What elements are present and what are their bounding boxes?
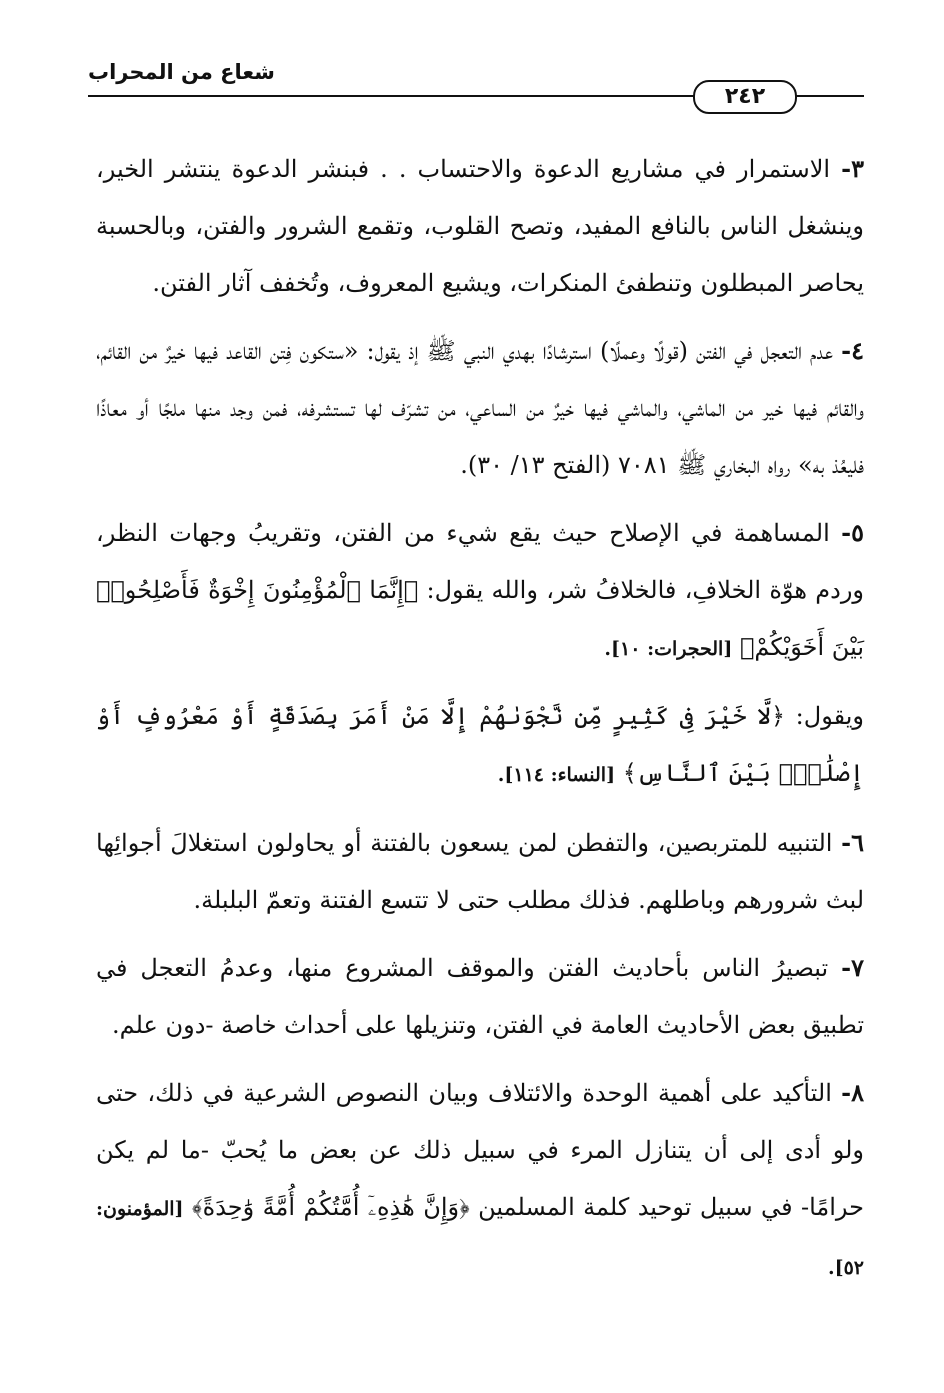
paragraph-text: التنبيه للمتربصين، والتفطن لمن يسعون بالفتنة أو يحاولون استغلالَ أجوائِها لبث شرورهم وباطلهم. فذلك مطلب حتى لا تتسع الفتنة وتعمّ البلبلة. xyxy=(96,829,864,914)
paragraph-4 xyxy=(96,322,864,494)
paragraph-5-continued xyxy=(96,688,864,804)
item-number: ٧- xyxy=(841,953,864,982)
item-number: ٣- xyxy=(841,154,864,183)
paragraph-lead: ويقول: xyxy=(795,702,865,730)
paragraph-8 xyxy=(96,1064,864,1297)
paragraph-3 xyxy=(96,140,864,312)
paragraph-text: تبصيرُ الناس بأحاديث الفتن والموقف المشروع منها، وعدمُ التعجل في تطبيق بعض الأحاديث العامة في الفتن، وتنزيلها على أحداث خاصة -دون علم. xyxy=(96,954,864,1039)
verse-reference: [المؤمنون: ٥٢]. xyxy=(96,1198,864,1279)
page-number: ٢٤٢ xyxy=(693,80,797,114)
item-number: ٤- xyxy=(841,336,864,365)
paragraph-text: عدم التعجل في الفتن (قولًا وعملًا) استرشادًا بهدي النبي ﷺ إذ يقول: «ستكون فِتن القاعد فيها خيرٌ من القائم، والقائم فيها خير من الماشي، والماشي فيها خيرٌ من الساعي، من تشرّف لها تستشرفه، فمن وجد منها ملجًا أو معاذًا فليعُذ به» رواه البخاري ﷺ ٧٠٨١ (الفتح ١٣/ ٣٠). xyxy=(96,337,865,479)
item-number: ٨- xyxy=(841,1078,864,1107)
quran-verse: ﴿وَإِنَّ هَٰذِهِۦٓ أُمَّتُكُمْ أُمَّةً وَٰحِدَةً﴾ xyxy=(191,1193,470,1221)
item-number: ٥- xyxy=(841,518,864,547)
verse-reference: [الحجرات: ١٠]. xyxy=(604,638,733,660)
paragraph-text: الاستمرار في مشاريع الدعوة والاحتساب . . فبنشر الدعوة ينتشر الخير، وينشغل الناس بالنافع المفيد، وتصح القلوب، وتقمع الشرور والفتن، وبالحسبة يحاصر المبطلون وتنطفئ المنكرات، ويشيع المعروف، وتُخفف آثار الفتن. xyxy=(96,155,864,297)
quran-verse: ﴿إِنَّمَا ٱلْمُؤْمِنُونَ إِخْوَةٌ فَأَصْلِحُوا۟ بَيْنَ أَخَوَيْكُمْ﴾ xyxy=(96,576,864,661)
paragraph-text: المساهمة في الإصلاح حيث يقع شيء من الفتن، وتقريبُ وجهات النظر، وردم هوّة الخلافِ، فالخلافُ شر، والله يقول: xyxy=(96,519,865,604)
page-body xyxy=(96,140,864,1307)
paragraph-7 xyxy=(96,939,864,1054)
page-header xyxy=(88,58,864,118)
quran-verse: ﴿لَّا خَيْرَ فِى كَثِيرٍ مِّن نَّجْوَىٰهُمْ إِلَّا مَنْ أَمَرَ بِصَدَقَةٍ أَوْ مَعْرُوفٍ أَوْ إِصْلَٰحٍۭ بَيْنَ ٱلنَّاسِ﴾ xyxy=(96,702,864,787)
paragraph-5 xyxy=(96,504,864,678)
verse-reference: [النساء: ١١٤]. xyxy=(497,764,616,786)
item-number: ٦- xyxy=(841,828,864,857)
paragraph-6 xyxy=(96,814,864,929)
running-title: شعاع من المحراب xyxy=(88,60,275,84)
paragraph-text: التأكيد على أهمية الوحدة والائتلاف وبيان النصوص الشرعية في ذلك، حتى ولو أدى إلى أن يتنازل المرء في سبيل ذلك عن بعض ما يُحبّ -ما لم يكن حرامًا- في سبيل توحيد كلمة المسلمين xyxy=(96,1079,864,1221)
